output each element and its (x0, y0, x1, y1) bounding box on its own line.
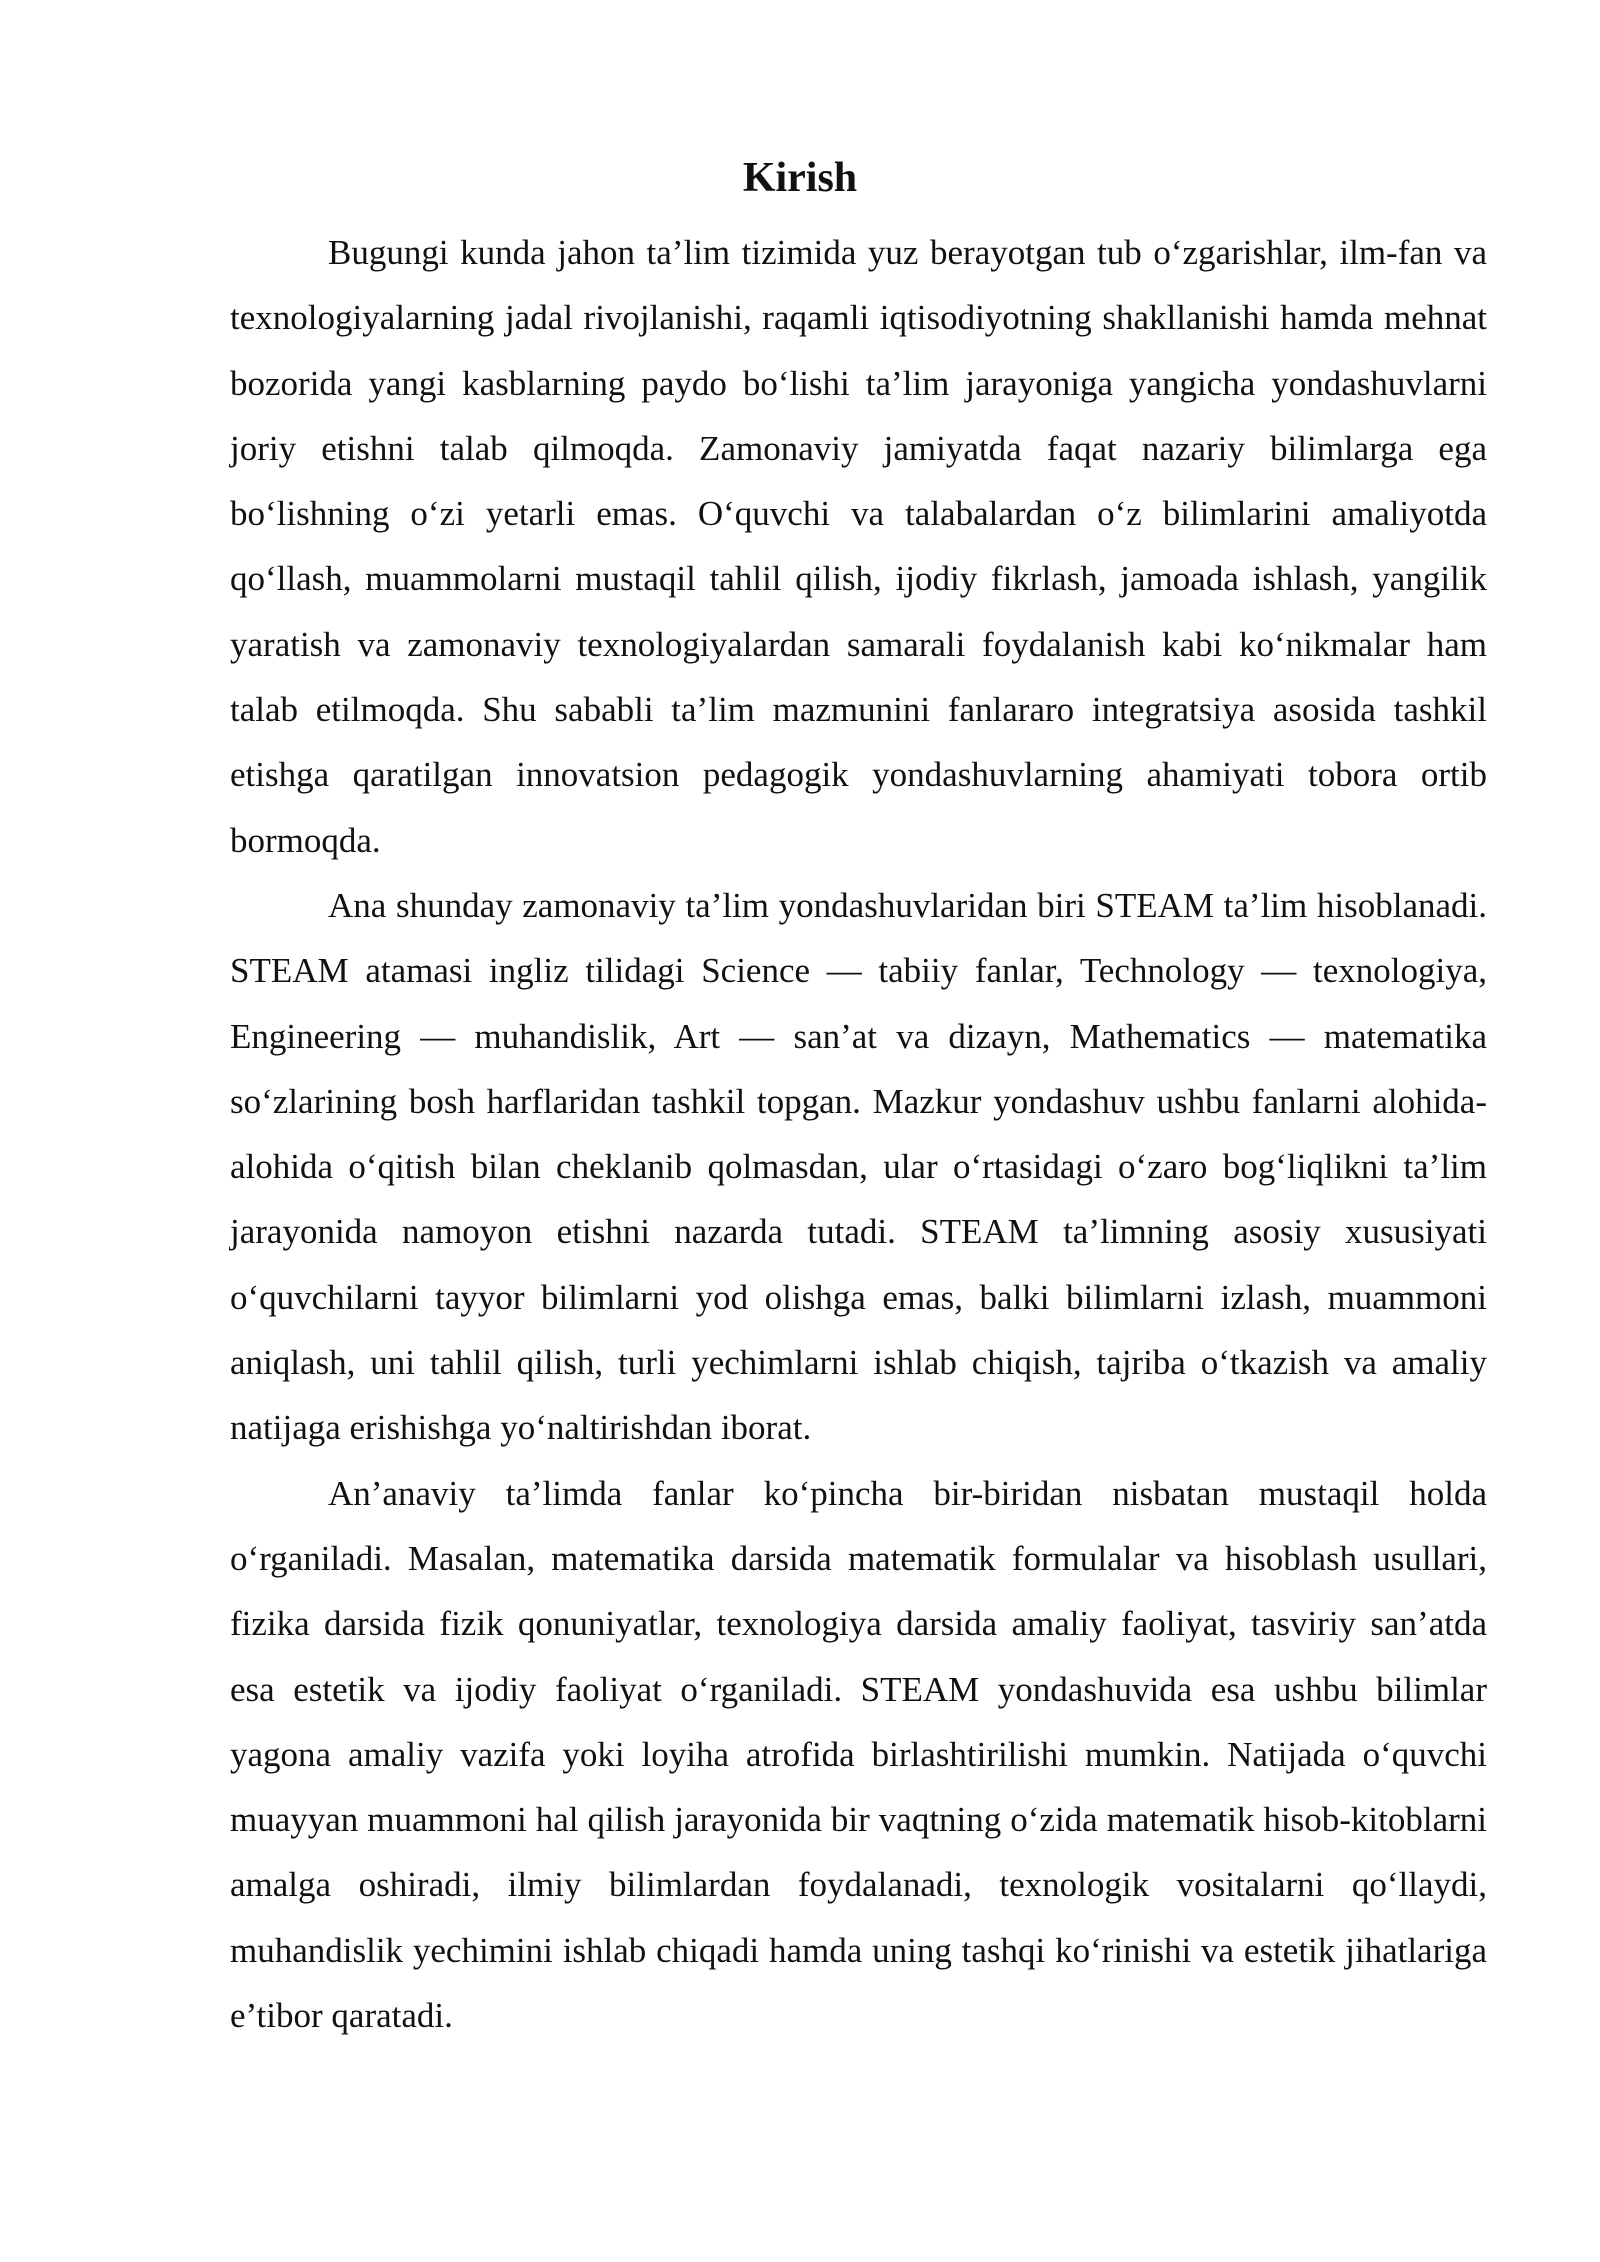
paragraph-traditional-vs-steam: An’anaviy ta’limda fanlar ko‘pincha bir-biridan nisbatan mustaqil holda o‘rganiladi. Masalan, matematika darsida matematik formulalar va hisoblash usullari, fizika darsida fizik qonuniyatlar, texnologiya darsida amaliy faoliyat, tasviriy san’atda esa estetik va ijodiy faoliyat o‘rganiladi. STEAM yondashuvida esa ushbu bilimlar yagona amaliy vazifa yoki loyiha atrofida birlashtirilishi mumkin. Natijada o‘quvchi muayyan muammoni hal qilish jarayonida bir vaqtning o‘zida matematik hisob-kitoblarni amalga oshiradi, ilmiy bilimlardan foydalanadi, texnologik vositalarni qo‘llaydi, muhandislik yechimini ishlab chiqadi hamda uning tashqi ko‘rinishi va estetik jihatlariga e’tibor qaratadi. (230, 1473, 1487, 2036)
document-body (230, 220, 1487, 2048)
page-title: Kirish (742, 155, 858, 201)
paragraph-steam-definition: Ana shunday zamonaviy ta’lim yondashuvlaridan biri STEAM ta’lim hisoblanadi. STEAM atamasi ingliz tilidagi Science — tabiiy fanlar, Technology — texnologiya, Engineering — muhandislik, Art — san’at va dizayn, Mathematics — matematika so‘zlarining bosh harflaridan tashkil topgan. Mazkur yondashuv ushbu fanlarni alohida-alohida o‘qitish bilan cheklanib qolmasdan, ular o‘rtasidagi o‘zaro bog‘liqlikni ta’lim jarayonida namoyon etishni nazarda tutadi. STEAM ta’limning asosiy xususiyati o‘quvchilarni tayyor bilimlarni yod olishga emas, balki bilimlarni izlash, muammoni aniqlash, uni tahlil qilish, turli yechimlarni ishlab chiqish, tajriba o‘tkazish va amaliy natijaga erishishga yo‘naltirishdan iborat. (230, 885, 1487, 1448)
paragraph-intro: Bugungi kunda jahon ta’lim tizimida yuz berayotgan tub o‘zgarishlar, ilm-fan va texnologiyalarning jadal rivojlanishi, raqamli iqtisodiyotning shakllanishi hamda mehnat bozorida yangi kasblarning paydo bo‘lishi ta’lim jarayoniga yangicha yondashuvlarni joriy etishni talab qilmoqda. Zamonaviy jamiyatda faqat nazariy bilimlarga ega bo‘lishning o‘zi yetarli emas. O‘quvchi va talabalardan o‘z bilimlarini amaliyotda qo‘llash, muammolarni mustaqil tahlil qilish, ijodiy fikrlash, jamoada ishlash, yangilik yaratish va zamonaviy texnologiyalardan samarali foydalanish kabi ko‘nikmalar ham talab etilmoqda. Shu sababli ta’lim mazmunini fanlararo integratsiya asosida tashkil etishga qaratilgan innovatsion pedagogik yondashuvlarning ahamiyati tobora ortib bormoqda. (230, 233, 1487, 860)
